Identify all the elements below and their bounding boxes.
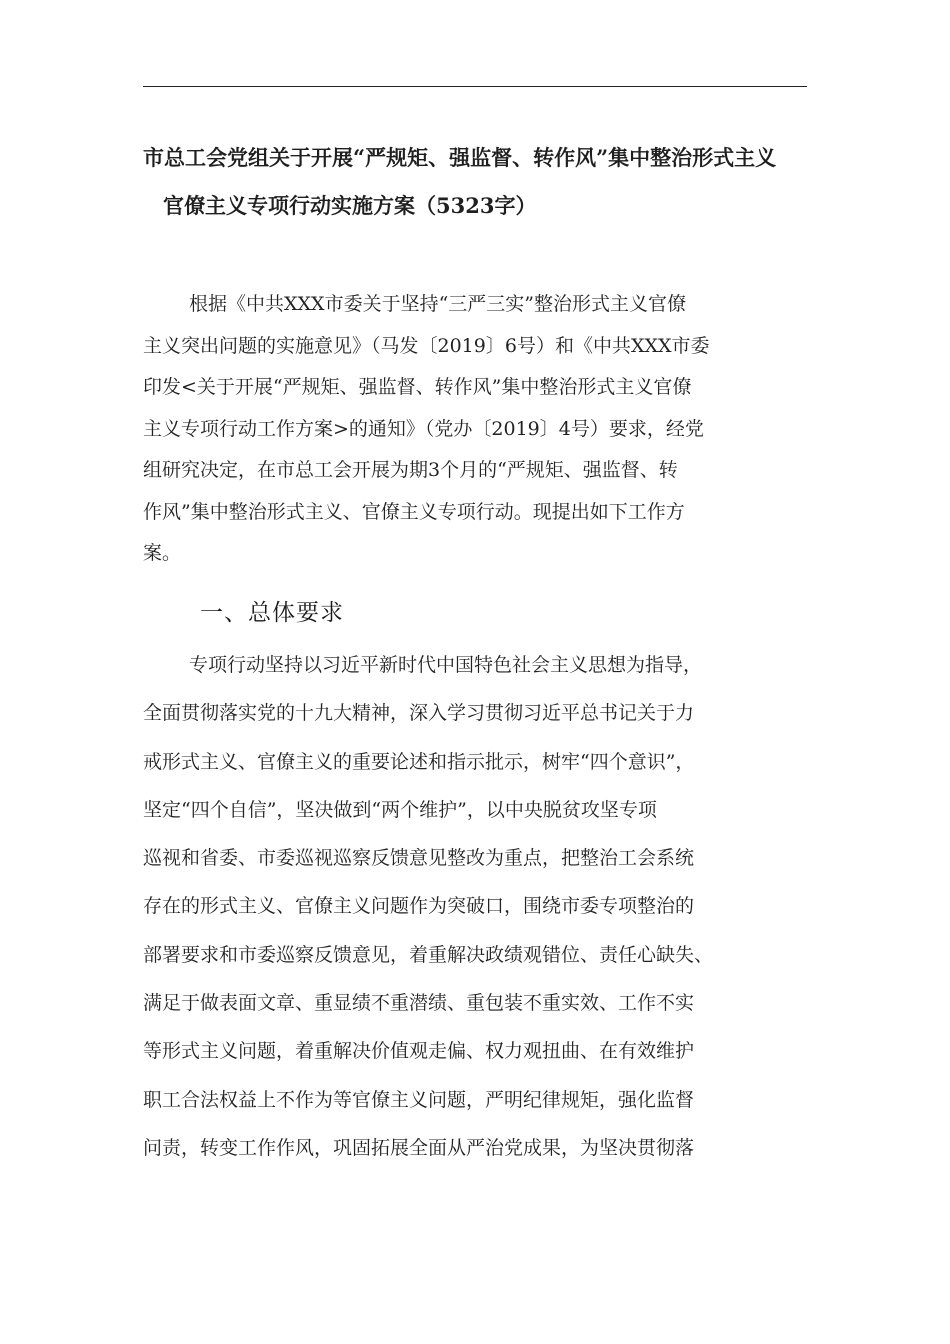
body-line: 问责，转变工作作风，巩固拓展全面从严治党成果，为坚决贯彻落 [143,1136,695,1159]
intro-line: 案。 [143,542,182,564]
body-line: 坚定“四个自信”，坚决做到“两个维护”，以中央脱贫攻坚专项 [143,798,657,821]
intro-line: 印发<关于开展“严规矩、强监督、转作风”集中整治形式主义官僚 [143,376,692,398]
body-line: 部署要求和市委巡察反馈意见，着重解决政绩观错位、责任心缺失、 [143,943,714,966]
body-line: 存在的形式主义、官僚主义问题作为突破口，围绕市委专项整治的 [143,895,695,918]
body-line: 戒形式主义、官僚主义的重要论述和指示批示，树牢“四个意识”， [143,750,695,773]
section-heading-general-requirements: 一、总体要求 [200,600,344,626]
body-line: 等形式主义问题，着重解决价值观走偏、权力观扭曲、在有效维护 [143,1040,695,1063]
body-line: 专项行动坚持以习近平新时代中国特色社会主义思想为指导， [189,654,703,676]
body-line: 巡视和省委、市委巡视巡察反馈意见整改为重点，把整治工会系统 [143,847,695,870]
intro-line: 作风”集中整治形式主义、官僚主义专项行动。现提出如下工作方 [143,500,685,523]
body-line: 职工合法权益上不作为等官僚主义问题，严明纪律规矩，强化监督 [143,1088,695,1111]
intro-line: 组研究决定，在市总工会开展为期3个月的“严规矩、强监督、转 [143,459,678,481]
intro-line: 主义突出问题的实施意见》（马发〔2019〕6号）和《中共XXX市委 [143,334,710,357]
header-rule [143,86,807,87]
intro-line: 主义专项行动工作方案>的通知》（党办〔2019〕4号）要求，经党 [143,417,704,440]
section-1-paragraph [143,641,807,1172]
body-line: 全面贯彻落实党的十九大精神，深入学习贯彻习近平总书记关于力 [143,702,695,725]
intro-paragraph [143,284,807,575]
body-line: 满足于做表面文章、重显绩不重潜绩、重包装不重实效、工作不实 [143,992,695,1015]
title-line-2: 官僚主义专项行动实施方案（5323字） [163,193,537,218]
document-title [143,134,813,230]
title-line-1: 市总工会党组关于开展“严规矩、强监督、转作风”集中整治形式主义 [143,145,777,170]
intro-line: 根据《中共XXX市委关于坚持“三严三实”整治形式主义官僚 [189,293,687,315]
